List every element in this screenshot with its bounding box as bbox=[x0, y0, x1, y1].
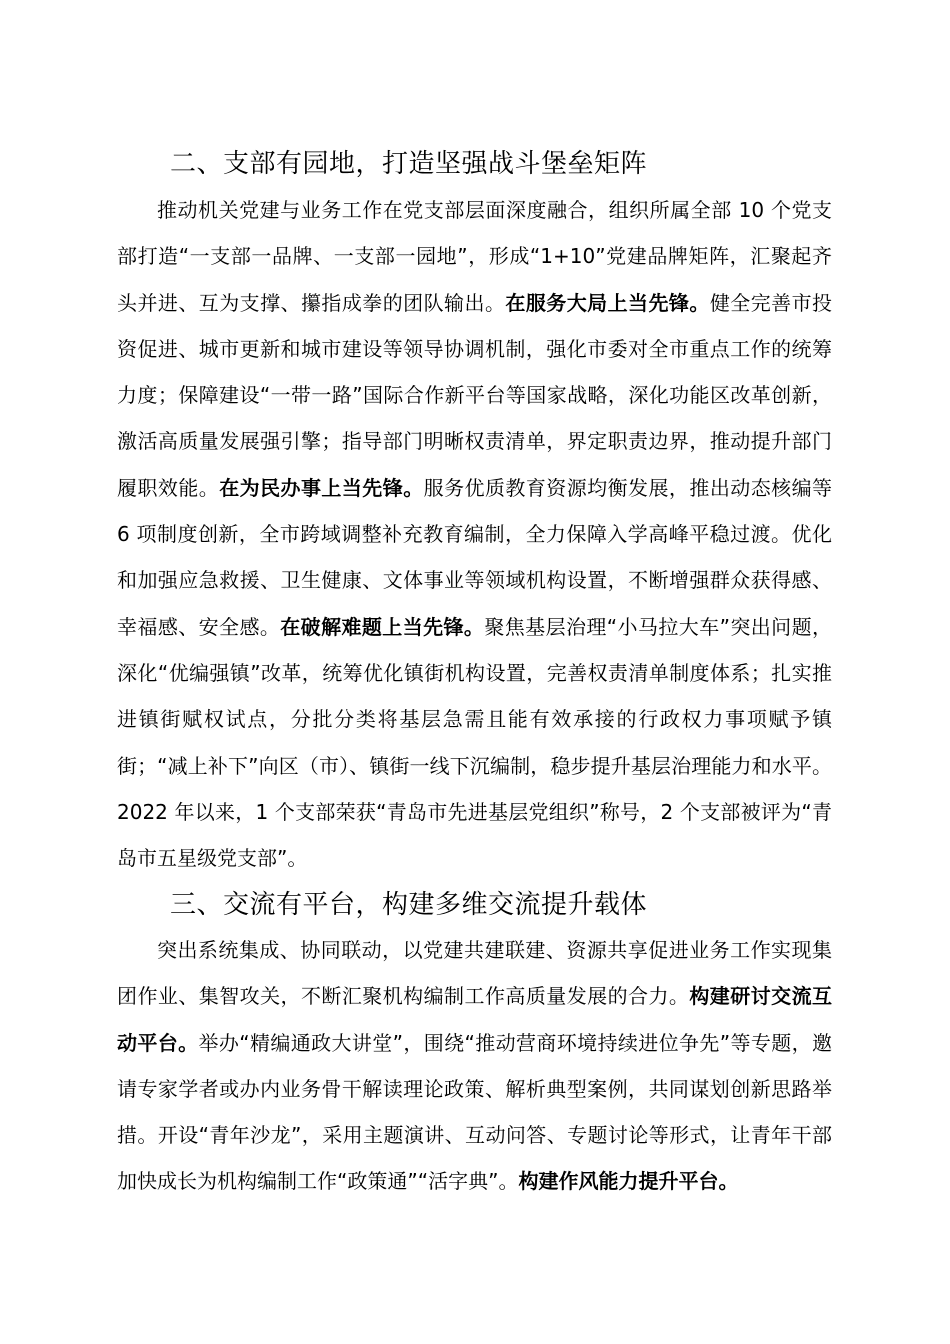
section-2-paragraph bbox=[117, 187, 832, 881]
section-2-bold-solve-problems: 在破解难题上当先锋。 bbox=[280, 614, 485, 639]
section-3-heading: 三、交流有平台，构建多维交流提升载体 bbox=[170, 890, 648, 920]
section-3-bold-capability-platform: 构建作风能力提升平台。 bbox=[518, 1169, 739, 1194]
section-2-text-d: 聚焦基层治理“小马拉大车”突出问题，深化“优编强镇”改革，统筹优化镇街机构设置，完善权责清单制度体系；扎实推进镇街赋权试点，分批分类将基层急需且能有效承接的行政权力事项赋予镇街；“减上补下”向区（市）、镇街一线下沉编制，稳步提升基层治理能力和水平。2022 年以来，1 个支部荣获“青岛市先进基层党组织”称号，2 个支部被评为“青岛市五星级党支部”。 bbox=[117, 614, 832, 871]
section-2-text-c: 服务优质教育资源均衡发展，推出动态核编等 6 项制度创新，全市跨域调整补充教育编制，全力保障入学高峰平稳过渡。优化和加强应急救援、卫生健康、文体事业等领域机构设置，不断增强群众获得感、幸福感、安全感。 bbox=[117, 475, 833, 639]
section-3-text-a: 突出系统集成、协同联动，以党建共建联建、资源共享促进业务工作实现集团作业、集智攻关，不断汇聚机构编制工作高质量发展的合力。 bbox=[117, 938, 832, 1009]
section-3-bold-exchange-platform: 构建研讨交流互动平台。 bbox=[117, 984, 833, 1055]
section-2-bold-serve-overall: 在服务大局上当先锋。 bbox=[505, 290, 710, 315]
section-2-text-a: 推动机关党建与业务工作在党支部层面深度融合，组织所属全部 10 个党支部打造“一支部一品牌、一支部一园地”，形成“1+10”党建品牌矩阵，汇聚起齐头并进、互为支撑、攥指成拳的团队输出。 bbox=[117, 198, 832, 315]
section-2-heading: 二、支部有园地，打造坚强战斗堡垒矩阵 bbox=[170, 149, 648, 179]
section-2-bold-serve-people: 在为民办事上当先锋。 bbox=[219, 475, 424, 500]
section-2-text-b: 健全完善市投资促进、城市更新和城市建设等领导协调机制，强化市委对全市重点工作的统筹力度；保障建设“一带一路”国际合作新平台等国家战略，深化功能区改革创新，激活高质量发展强引擎；指导部门明晰权责清单，界定职责边界，推动提升部门履职效能。 bbox=[117, 290, 833, 500]
section-3-text-b: 举办“精编通政大讲堂”，围绕“推动营商环境持续进位争先”等专题，邀请专家学者或办内业务骨干解读理论政策、解析典型案例，共同谋划创新思路举措。开设“青年沙龙”，采用主题演讲、互动问答、专题讨论等形式，让青年干部加快成长为机构编制工作“政策通”“活字典”。 bbox=[117, 1030, 833, 1194]
section-3-paragraph bbox=[117, 927, 832, 1205]
